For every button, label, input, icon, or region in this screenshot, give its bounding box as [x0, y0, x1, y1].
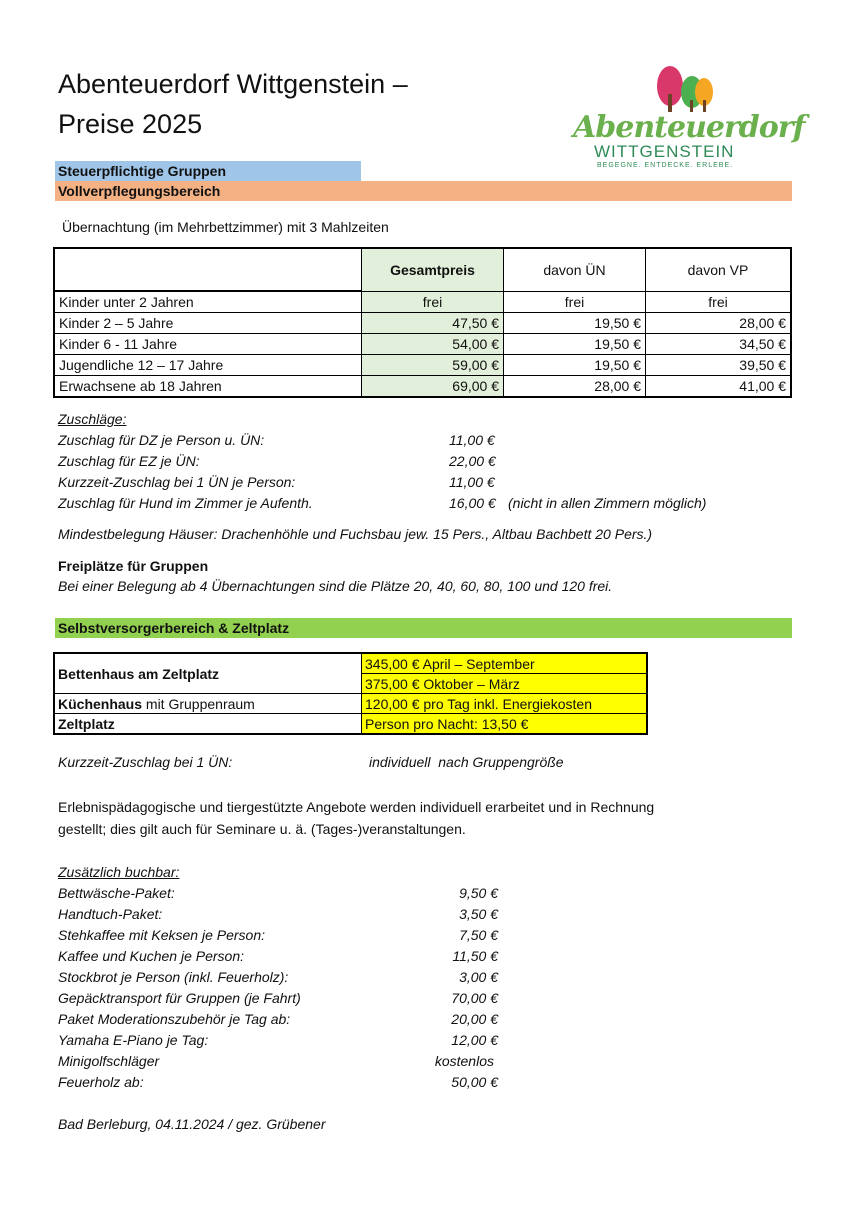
- header-total: Gesamtpreis: [362, 248, 504, 291]
- additional-label: Yamaha E-Piano je Tag:: [58, 1032, 209, 1048]
- kuechenhaus-label: [54, 694, 362, 714]
- trees-icon: [648, 66, 718, 112]
- price-table-header: [54, 248, 791, 291]
- surcharges-heading: Zuschläge:: [58, 411, 127, 427]
- surcharge-note: (nicht in allen Zimmern möglich): [508, 495, 707, 511]
- additional-value: 12,00 €: [451, 1032, 498, 1048]
- surcharge-label: Zuschlag für EZ je ÜN:: [58, 453, 200, 469]
- footer-signature: Bad Berleburg, 04.11.2024 / gez. Grübener: [58, 1116, 326, 1132]
- experience-text: [58, 796, 654, 840]
- row-total: 69,00 €: [362, 376, 504, 398]
- free-places-heading: Freiplätze für Gruppen: [58, 558, 209, 574]
- row-full-board: 28,00 €: [646, 313, 792, 334]
- header-overnight: davon ÜN: [504, 248, 646, 291]
- surcharge-label: Kurzzeit-Zuschlag bei 1 ÜN je Person:: [58, 474, 296, 490]
- zeltplatz-label: Zeltplatz: [54, 714, 362, 735]
- additional-label: Bettwäsche-Paket:: [58, 885, 175, 901]
- band-full-board: Vollverpflegungsbereich: [55, 181, 792, 201]
- table-row: [54, 313, 791, 334]
- additional-label: Kaffee und Kuchen je Person:: [58, 948, 245, 964]
- surcharge-value: 16,00 €: [449, 495, 496, 511]
- header-full-board: davon VP: [646, 248, 792, 291]
- row-label: Jugendliche 12 – 17 Jahre: [54, 355, 362, 376]
- table-row: [54, 355, 791, 376]
- row-total: 59,00 €: [362, 355, 504, 376]
- surcharge-label: Zuschlag für DZ je Person u. ÜN:: [58, 432, 265, 448]
- table-row: [54, 334, 791, 355]
- row-full-board: 34,50 €: [646, 334, 792, 355]
- surcharge-value: 11,00 €: [449, 432, 495, 448]
- row-overnight: 19,50 €: [504, 313, 646, 334]
- title-line-2: Preise 2025: [58, 109, 203, 139]
- table-row: [54, 291, 791, 313]
- row-overnight: 19,50 €: [504, 355, 646, 376]
- experience-line-2: gestellt; dies gilt auch für Seminare u. ä. (Tages-)veranstaltungen.: [58, 821, 466, 837]
- row-overnight: 19,50 €: [504, 334, 646, 355]
- band-taxable-groups: Steuerpflichtige Gruppen: [55, 161, 361, 181]
- row-full-board: 39,50 €: [646, 355, 792, 376]
- additional-label: Feuerholz ab:: [58, 1074, 144, 1090]
- table-row: [54, 694, 647, 714]
- short-stay-value: individuell nach Gruppengröße: [369, 754, 564, 770]
- logo-name: Abenteuerdorf: [573, 110, 805, 145]
- bettenhaus-price-winter: 375,00 € Oktober – März: [362, 674, 648, 694]
- title-line-1: Abenteuerdorf Wittgenstein –: [58, 69, 408, 99]
- row-label: Erwachsene ab 18 Jahren: [54, 376, 362, 398]
- price-table: [53, 247, 792, 398]
- logo: [570, 66, 805, 182]
- additional-value: kostenlos: [434, 1053, 494, 1069]
- short-stay-label: Kurzzeit-Zuschlag bei 1 ÜN:: [58, 754, 233, 770]
- bettenhaus-label: Bettenhaus am Zeltplatz: [54, 653, 362, 694]
- additional-value: 11,50 €: [452, 948, 498, 964]
- row-full-board: frei: [646, 291, 792, 313]
- row-overnight: frei: [504, 291, 646, 313]
- additional-label: Stehkaffee mit Keksen je Person:: [58, 927, 265, 943]
- row-overnight: 28,00 €: [504, 376, 646, 398]
- row-full-board: 41,00 €: [646, 376, 792, 398]
- additional-label: Paket Moderationszubehör je Tag ab:: [58, 1011, 291, 1027]
- kuechenhaus-price: 120,00 € pro Tag inkl. Energiekosten: [362, 694, 648, 714]
- zeltplatz-price: Person pro Nacht: 13,50 €: [362, 714, 648, 735]
- additional-value: 3,50 €: [459, 906, 498, 922]
- additional-value: 7,50 €: [459, 927, 498, 943]
- logo-sub: WITTGENSTEIN: [594, 142, 735, 161]
- kuechenhaus-suffix: mit Gruppenraum: [142, 695, 255, 712]
- experience-line-1: Erlebnispädagogische und tiergestützte Angebote werden individuell erarbeitet und in Rechnung: [58, 799, 655, 815]
- row-label: Kinder 6 - 11 Jahre: [54, 334, 362, 355]
- bettenhaus-price-summer: 345,00 € April – September: [362, 653, 648, 674]
- additional-label: Stockbrot je Person (inkl. Feuerholz):: [58, 969, 289, 985]
- table-row: [54, 376, 791, 398]
- surcharge-label: Zuschlag für Hund im Zimmer je Aufenth.: [58, 495, 313, 511]
- row-label: Kinder 2 – 5 Jahre: [54, 313, 362, 334]
- surcharge-value: 22,00 €: [449, 453, 496, 469]
- additional-value: 9,50 €: [459, 885, 498, 901]
- kuechenhaus-name: Küchenhaus: [58, 695, 143, 712]
- additional-label: Gepäcktransport für Gruppen (je Fahrt): [58, 990, 301, 1006]
- table-row: [54, 714, 647, 735]
- row-label: Kinder unter 2 Jahren: [54, 291, 362, 313]
- additional-label: Minigolfschläger: [58, 1053, 160, 1069]
- table-row: [54, 653, 647, 674]
- row-total: 54,00 €: [362, 334, 504, 355]
- page-title: [58, 64, 408, 144]
- surcharge-value: 11,00 €: [449, 474, 495, 490]
- min-occupancy: Mindestbelegung Häuser: Drachenhöhle und Fuchsbau jew. 15 Pers., Altbau Bachbett 20 Pers.): [58, 526, 653, 542]
- self-catering-table: [53, 652, 648, 735]
- additional-value: 3,00 €: [459, 969, 498, 985]
- row-total: frei: [362, 291, 504, 313]
- band-self-catering: Selbstversorgerbereich & Zeltplatz: [55, 618, 792, 638]
- logo-tagline: BEGEGNE. ENTDECKE. ERLEBE.: [597, 162, 734, 169]
- row-total: 47,50 €: [362, 313, 504, 334]
- free-places-text: Bei einer Belegung ab 4 Übernachtungen sind die Plätze 20, 40, 60, 80, 100 und 120 frei.: [58, 578, 613, 594]
- additional-label: Handtuch-Paket:: [58, 906, 163, 922]
- additional-value: 20,00 €: [451, 1011, 498, 1027]
- additional-value: 70,00 €: [451, 990, 498, 1006]
- overnight-intro: Übernachtung (im Mehrbettzimmer) mit 3 Mahlzeiten: [62, 219, 389, 235]
- header-cell-empty: [54, 248, 362, 291]
- additional-value: 50,00 €: [451, 1074, 498, 1090]
- additional-heading: Zusätzlich buchbar:: [58, 864, 180, 880]
